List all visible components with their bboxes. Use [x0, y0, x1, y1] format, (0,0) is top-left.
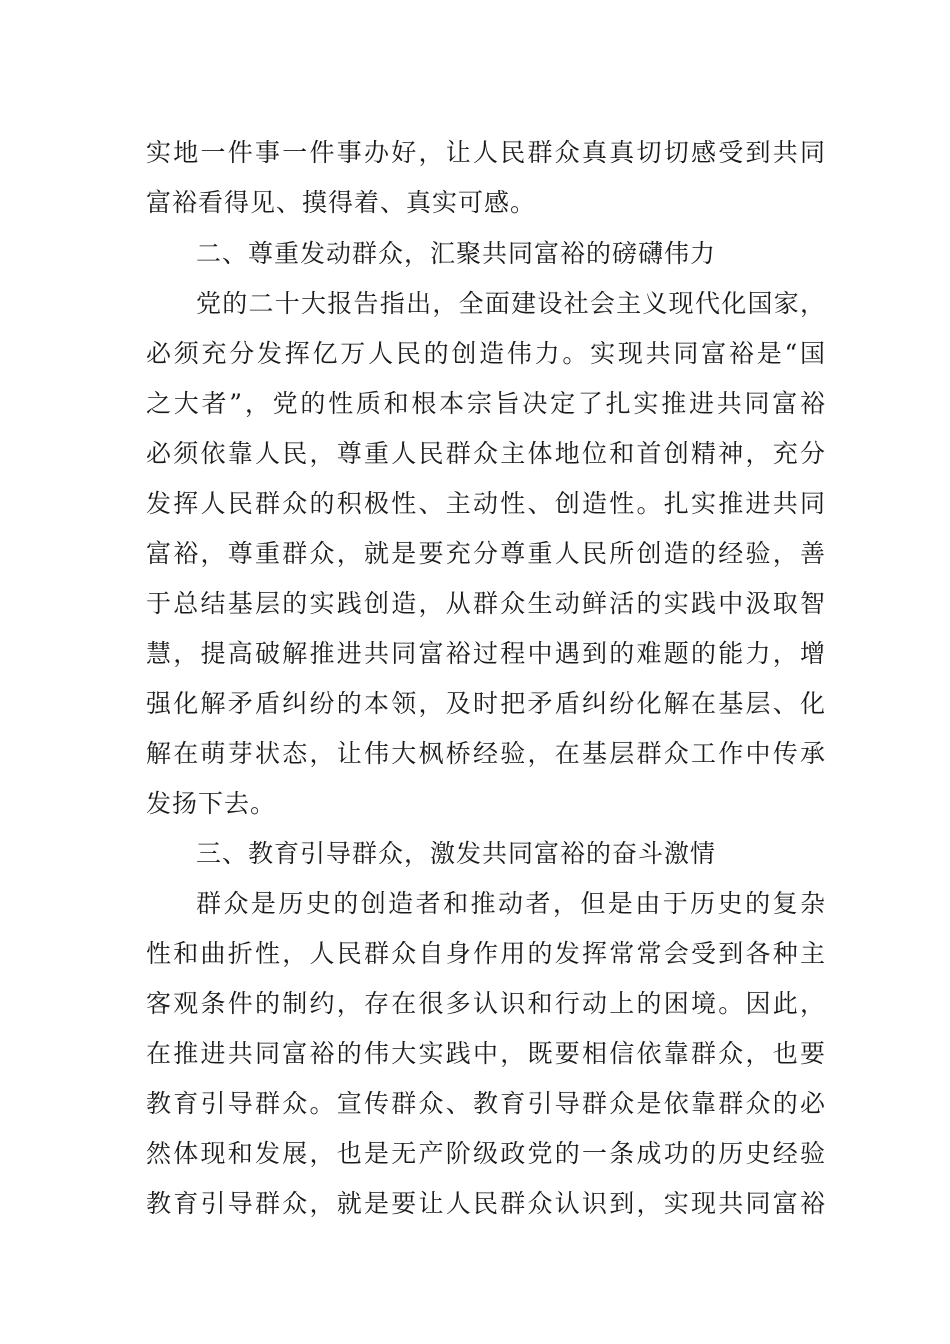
- text-line: 发挥人民群众的积极性、主动性、创造性。扎实推进共同: [146, 489, 826, 518]
- text-line: 之大者”，党的性质和根本宗旨决定了扎实推进共同富裕: [146, 389, 826, 418]
- text-line: 实地一件事一件事办好，让人民群众真真切切感受到共同: [146, 138, 826, 167]
- text-line: 强化解矛盾纠纷的本领，及时把矛盾纠纷化解在基层、化: [146, 689, 826, 718]
- text-line: 富裕看得见、摸得着、真实可感。: [146, 188, 537, 217]
- text-line: 群众是历史的创造者和推动者，但是由于历史的复杂: [196, 889, 826, 918]
- text-line: 教育引导群众。宣传群众、教育引导群众是依靠群众的必: [146, 1089, 826, 1118]
- text-line: 必须充分发挥亿万人民的创造伟力。实现共同富裕是“国: [146, 339, 826, 368]
- section-heading: 二、尊重发动群众，汇聚共同富裕的磅礴伟力: [196, 239, 717, 268]
- text-line: 在推进共同富裕的伟大实践中，既要相信依靠群众，也要: [146, 1039, 826, 1068]
- text-line: 性和曲折性，人民群众自身作用的发挥常常会受到各种主: [146, 939, 826, 968]
- text-line: 慧，提高破解推进共同富裕过程中遇到的难题的能力，增: [146, 639, 826, 668]
- text-line: 客观条件的制约，存在很多认识和行动上的困境。因此，: [146, 989, 826, 1018]
- text-line: 然体现和发展，也是无产阶级政党的一条成功的历史经验: [146, 1139, 826, 1168]
- text-line: 发扬下去。: [146, 789, 277, 818]
- text-line: 解在萌芽状态，让伟大枫桥经验，在基层群众工作中传承: [146, 739, 826, 768]
- text-line: 必须依靠人民，尊重人民群众主体地位和首创精神，充分: [146, 439, 826, 468]
- text-line: 于总结基层的实践创造，从群众生动鲜活的实践中汲取智: [146, 589, 826, 618]
- section-heading: 三、教育引导群众，激发共同富裕的奋斗激情: [196, 839, 717, 868]
- text-line: 富裕，尊重群众，就是要充分尊重人民所创造的经验，善: [146, 539, 826, 568]
- text-line: 教育引导群众，就是要让人民群众认识到，实现共同富裕: [146, 1189, 826, 1218]
- text-line: 党的二十大报告指出，全面建设社会主义现代化国家，: [196, 289, 826, 318]
